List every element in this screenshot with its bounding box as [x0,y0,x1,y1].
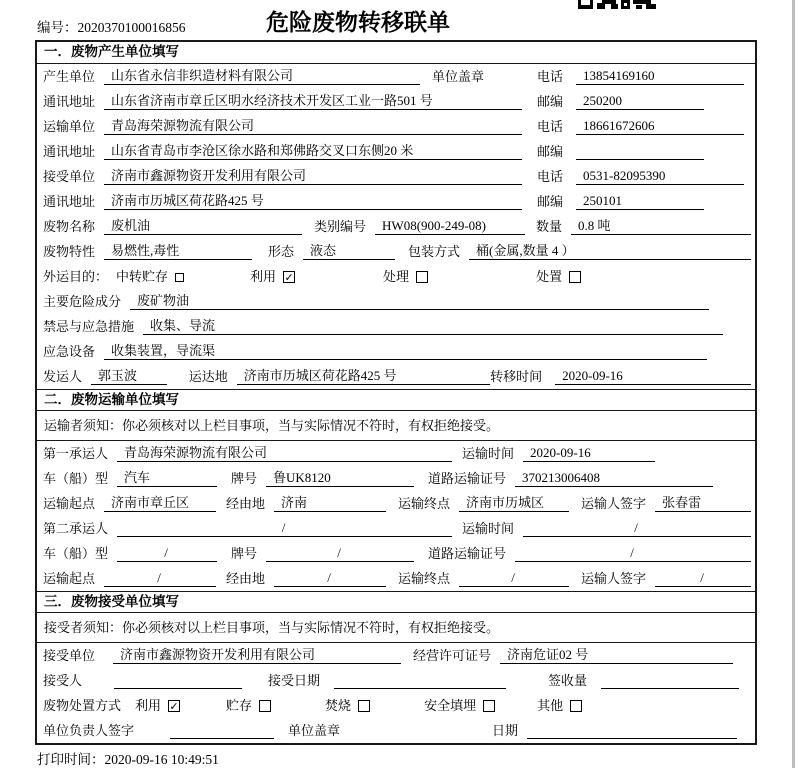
carrier1-start-field: 济南市章丘区 [104,495,216,512]
row-carrier2-route [37,566,755,591]
disposal-method-label: 废物处置方式 [43,698,122,713]
carrier1-field: 青岛海荣源物流有限公司 [117,445,452,462]
receive-date-label: 接受日期 [268,673,321,688]
page-title: 危险废物转移联单 [266,9,450,35]
plate-label: 牌号 [231,546,258,561]
carrier2-field: / [117,520,452,537]
checkbox-treat [416,271,428,283]
checkbox-disposal-landfill [483,700,495,712]
section1-title: 一．废物产生单位填写 [37,42,755,64]
route-via-label: 经由地 [226,496,266,511]
taboo-measures-field: 收集、导流 [143,318,723,335]
produce-phone-field: 13854169160 [576,68,744,85]
disposal-option-storage [226,698,271,714]
vehicle-type-label: 车（船）型 [43,546,109,561]
waste-name-label: 废物名称 [43,219,96,234]
receive-unit-field: 济南市鑫源物资开发利用有限公司 [113,647,401,664]
purpose-option-utilize [250,269,295,285]
checkbox-disposal-incinerate [358,700,370,712]
carrier1-label: 第一承运人 [43,446,109,461]
option-label: 处置 [536,269,563,284]
road-permit-label: 道路运输证号 [428,546,507,561]
transport-addr-field: 山东省青岛市李沧区徐水路和郑佛路交叉口东侧20 米 [104,143,522,160]
carrier2-start-field: / [104,570,216,587]
route-start-label: 运输起点 [43,496,96,511]
unit-seal-label: 单位盖章 [432,69,485,84]
transport-phone-field: 18661672606 [576,118,744,135]
produce-addr-field: 山东省济南市章丘区明水经济技术开发区工业一路501 号 [104,93,522,110]
print-time-label: 打印时间： [37,752,105,767]
accept-addr-field: 济南市历城区荷花路425 号 [104,193,522,210]
category-code-field: HW08(900-249-08) [375,218,525,235]
document-number-value: 2020370100016856 [77,20,186,35]
sender-field: 郭玉波 [91,368,167,385]
disposal-option-landfill [424,698,495,714]
destination-field: 济南市历城区荷花路425 号 [237,368,490,385]
route-end-label: 运输终点 [398,571,451,586]
waste-name-field: 废机油 [104,218,302,235]
date-label: 日期 [492,723,519,738]
section2-title: 二．废物运输单位填写 [37,389,755,411]
option-label: 中转贮存 [116,269,169,284]
receiver-label: 接受人 [43,673,83,688]
road-permit-label: 道路运输证号 [428,471,507,486]
checkbox-disposal-other [570,700,582,712]
row-waste-character [37,239,755,264]
row-carrier1-vehicle [37,466,755,491]
addr-label: 通讯地址 [43,144,96,159]
packing-label: 包装方式 [408,244,461,259]
print-time-value: 2020-09-16 10:49:51 [104,752,219,767]
row-taboo-measures [37,314,755,339]
row-carrier1-route [37,491,755,516]
receive-unit-label: 接受单位 [43,648,96,663]
carrier2-road-field: / [515,545,751,562]
transfer-time-label: 转移时间 [490,369,543,384]
carrier2-plate-field: / [266,545,414,562]
transporter-sign-label: 运输人签字 [581,571,647,586]
checkbox-utilize: ✓ [284,271,294,284]
receive-date-field [334,672,506,689]
emergency-equipment-label: 应急设备 [43,344,96,359]
row-waste-name [37,214,755,239]
produce-zip-field: 250200 [576,93,704,110]
checkbox-storage [175,273,184,282]
row-head-signature [37,718,755,743]
phone-label: 电话 [537,119,564,134]
route-end-label: 运输终点 [398,496,451,511]
row-transport-addr [37,139,755,164]
manifest-form [35,40,757,745]
row-receiver [37,668,755,693]
carrier1-end-field: 济南市历城区 [459,495,569,512]
disposal-option-other [537,698,582,714]
disposal-option-incinerate [325,698,370,714]
row-accept-addr [37,189,755,214]
zip-label: 邮编 [537,144,564,159]
row-receive-unit [37,643,755,668]
head-signature-label: 单位负责人签字 [43,723,135,738]
license-field: 济南危证02 号 [500,647,733,664]
received-amount-label: 签收量 [548,673,588,688]
print-time [37,748,219,768]
transfer-purpose-label: 外运目的： [43,269,109,284]
carrier2-vehicle-field: / [117,545,217,562]
destination-label: 运达地 [188,369,228,384]
received-amount-field [601,672,739,689]
sender-label: 发运人 [43,369,83,384]
zip-label: 邮编 [537,194,564,209]
emergency-equipment-field: 收集装置，导流渠 [104,343,707,360]
carrier1-via-field: 济南 [274,495,386,512]
row-carrier2 [37,516,755,541]
transport-zip-field [576,143,704,160]
waste-character-field: 易燃性,毒性 [104,243,252,260]
option-label: 利用 [250,269,277,284]
carrier2-time-field: / [523,520,751,537]
transport-unit-field: 青岛海荣源物流有限公司 [104,118,522,135]
row-transfer-purpose [37,264,755,289]
form-state-field: 液态 [303,243,395,260]
transporter-sign-label: 运输人签字 [581,496,647,511]
route-via-label: 经由地 [226,571,266,586]
phone-label: 电话 [537,169,564,184]
row-hazard-component [37,289,755,314]
produce-unit-field: 山东省永信非织造材料有限公司 [104,68,420,85]
receiver-notice: 接受者须知：你必须核对以上栏目事项，当与实际情况不符时，有权拒绝接受。 [37,613,755,643]
quantity-label: 数量 [536,219,563,234]
checkbox-dispose [569,271,581,283]
purpose-option-storage [116,269,184,285]
carrier2-via-field: / [274,570,386,587]
route-start-label: 运输起点 [43,571,96,586]
row-carrier2-vehicle [37,541,755,566]
accept-phone-field: 0531-82095390 [576,168,744,185]
carrier2-sign-field: / [655,570,751,587]
window-edge-divider [792,0,795,768]
row-disposal-method [37,693,755,718]
carrier1-vehicle-field: 汽车 [117,470,217,487]
checkbox-disposal-utilize: ✓ [169,700,179,713]
receiver-field [114,672,242,689]
produce-unit-label: 产生单位 [43,69,96,84]
row-produce-unit [37,64,755,89]
carrier1-plate-field: 鲁UK8120 [266,470,414,487]
option-label: 利用 [135,698,162,713]
category-code-label: 类别编号 [314,219,367,234]
row-produce-addr [37,89,755,114]
waste-character-label: 废物特性 [43,244,96,259]
transfer-time-field: 2020-09-16 [555,368,751,385]
row-carrier1 [37,441,755,466]
taboo-measures-label: 禁忌与应急措施 [43,319,135,334]
option-label: 贮存 [226,698,253,713]
option-label: 焚烧 [325,698,352,713]
carrier2-end-field: / [459,570,569,587]
purpose-option-dispose [536,269,581,285]
carrier1-time-field: 2020-09-16 [523,445,655,462]
option-label: 其他 [537,698,564,713]
accept-unit-label: 接受单位 [43,169,96,184]
option-label: 处理 [383,269,410,284]
phone-label: 电话 [537,69,564,84]
transport-time-label: 运输时间 [462,521,515,536]
zip-label: 邮编 [537,94,564,109]
qr-code-fragment [578,0,656,10]
option-label: 安全填埋 [424,698,477,713]
transport-time-label: 运输时间 [462,446,515,461]
carrier2-label: 第二承运人 [43,521,109,536]
accept-unit-field: 济南市鑫源物资开发利用有限公司 [104,168,522,185]
vehicle-type-label: 车（船）型 [43,471,109,486]
form-state-label: 形态 [268,244,295,259]
carrier1-road-field: 370213006408 [515,470,713,487]
document-number-label: 编号： [37,20,78,35]
head-signature-field [170,722,274,739]
row-emergency-equipment [37,339,755,364]
transport-unit-label: 运输单位 [43,119,96,134]
row-sender [37,364,755,389]
license-label: 经营许可证号 [413,648,492,663]
purpose-option-treat [383,269,428,285]
row-accept-unit [37,164,755,189]
disposal-option-utilize [135,698,180,714]
checkbox-disposal-storage [259,700,271,712]
plate-label: 牌号 [231,471,258,486]
section3-title: 三．废物接受单位填写 [37,591,755,613]
date-field [527,722,737,739]
addr-label: 通讯地址 [43,94,96,109]
transporter-notice: 运输者须知：你必须核对以上栏目事项，当与实际情况不符时，有权拒绝接受。 [37,411,755,441]
addr-label: 通讯地址 [43,194,96,209]
packing-field: 桶(金属,数量 4 ） [469,243,751,260]
unit-seal-label: 单位盖章 [288,723,341,738]
carrier1-sign-field: 张春雷 [655,495,751,512]
accept-zip-field: 250101 [576,193,704,210]
hazard-component-field: 废矿物油 [130,293,709,310]
quantity-field: 0.8 吨 [571,218,751,235]
row-transport-unit [37,114,755,139]
hazard-component-label: 主要危险成分 [43,294,122,309]
